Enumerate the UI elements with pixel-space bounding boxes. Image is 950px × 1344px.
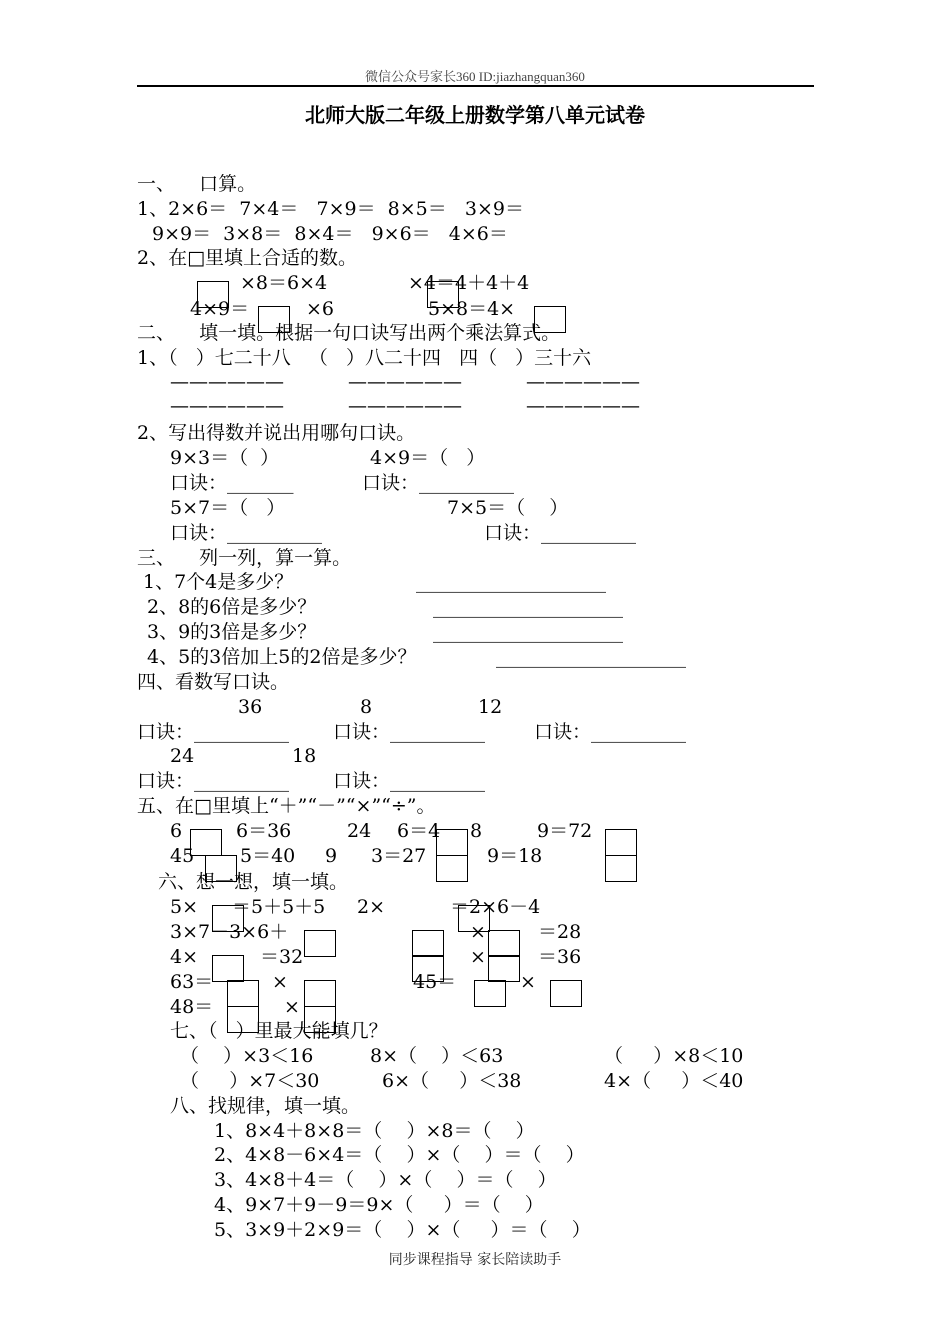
question-line: 3、4×8＋4＝（ ）×（ ）＝（ ）	[214, 1169, 557, 1191]
section-heading: 七、（ ）里最大能填几？	[170, 1020, 388, 1042]
section-heading: 二、 填一填。根据一句口诀写出两个乘法算式。	[137, 322, 561, 344]
answer-line: ____________________	[433, 596, 623, 618]
question-line: 1、（ ）七二十八 （ ）八二十四 四（ ）三十六	[137, 347, 592, 369]
question-line: 4、5的3倍加上5的2倍是多少？	[147, 646, 417, 668]
question-fragment: 45＝	[413, 971, 457, 993]
question-fragment: 5×7＝（ ）	[170, 497, 286, 519]
question-fragment: 48＝	[170, 996, 214, 1018]
answer-line: ——————	[348, 371, 462, 393]
answer-box[interactable]	[412, 930, 444, 957]
answer-line: 口诀：__________	[333, 721, 486, 743]
question-fragment: 5×	[170, 896, 199, 918]
question-fragment: 3×7－3×6＋	[170, 921, 289, 943]
answer-box[interactable]	[212, 955, 244, 982]
question-line: 4、9×7＋9－9＝9×（ ）＝（ ）	[214, 1194, 544, 1216]
question-fragment: ＝36	[538, 946, 582, 968]
section-heading: 六、想一想，填一填。	[158, 871, 349, 893]
answer-line: ——————	[170, 395, 284, 417]
number-label: 36	[238, 696, 263, 718]
section-heading: 八、找规律，填一填。	[170, 1095, 361, 1117]
number-label: 24	[170, 745, 195, 767]
question-fragment: ×	[520, 971, 536, 993]
question-line: 1、2×6＝ 7×4＝ 7×9＝ 8×5＝ 3×9＝	[137, 198, 524, 220]
question-fragment: ＝28	[538, 921, 582, 943]
question-fragment: 24	[347, 820, 372, 842]
question-line: 2、在□里填上合适的数。	[137, 247, 358, 269]
question-fragment: 7×5＝（ ）	[447, 497, 569, 519]
section-heading: 一、 口算。	[137, 173, 257, 195]
answer-line: 口诀：__________	[333, 770, 486, 792]
question-line: 1、8×4＋8×8＝（ ）×8＝（ ）	[214, 1120, 535, 1142]
answer-line: ——————	[526, 395, 640, 417]
answer-box[interactable]	[427, 281, 459, 308]
question-line: 2、8的6倍是多少？	[147, 596, 317, 618]
question-fragment: ×6	[306, 298, 335, 320]
question-fragment: 4×	[170, 946, 199, 968]
question-line: 3、9的3倍是多少？	[147, 621, 317, 643]
question-fragment: 9×3＝（ ）	[170, 447, 280, 469]
question-fragment: 9	[325, 845, 338, 867]
question-line: 1、7个4是多少？	[143, 571, 294, 593]
question-fragment: 9＝72	[537, 820, 593, 842]
section-heading: 三、 列一列，算一算。	[137, 547, 352, 569]
section-heading: 五、在□里填上“＋”“－”“×”“÷”。	[137, 795, 436, 817]
answer-box[interactable]	[605, 855, 637, 882]
header-rule	[137, 85, 814, 87]
answer-box[interactable]	[605, 829, 637, 856]
answer-line: 口诀：__________	[484, 522, 637, 544]
number-label: 12	[478, 696, 503, 718]
answer-box[interactable]	[227, 980, 259, 1007]
question-fragment: 4×9＝	[190, 298, 250, 320]
answer-line: ——————	[526, 371, 640, 393]
answer-box[interactable]	[474, 980, 506, 1007]
answer-line: ____________________	[416, 571, 606, 593]
question-line: 2、写出得数并说出用哪句口诀。	[137, 422, 416, 444]
answer-box[interactable]	[412, 955, 444, 982]
question-fragment: 9＝18	[487, 845, 543, 867]
question-fragment: ＝5＋5＋5	[232, 896, 326, 918]
question-fragment: ×8＝6×4	[240, 272, 328, 294]
number-label: 18	[292, 745, 317, 767]
question-fragment: （ ）×3＜16	[180, 1045, 314, 1067]
number-label: 8	[360, 696, 373, 718]
question-fragment: ×	[284, 996, 300, 1018]
answer-box[interactable]	[488, 930, 520, 957]
page-header: 微信公众号家长360 ID:jiazhangquan360	[365, 69, 585, 84]
answer-line: 口诀：_______	[170, 472, 294, 494]
answer-box[interactable]	[436, 855, 468, 882]
answer-box[interactable]	[458, 905, 490, 932]
question-line: 9×9＝ 3×8＝ 8×4＝ 9×6＝ 4×6＝	[152, 223, 508, 245]
section-heading: 四、看数写口诀。	[137, 671, 290, 693]
answer-box[interactable]	[304, 980, 336, 1007]
question-fragment: 5＝40	[240, 845, 296, 867]
answer-box[interactable]	[197, 281, 229, 308]
answer-line: 口诀：__________	[170, 522, 323, 544]
question-fragment: ×	[470, 921, 486, 943]
answer-box[interactable]	[190, 829, 222, 856]
question-fragment: 3＝27	[371, 845, 427, 867]
answer-line: ____________________	[496, 646, 686, 668]
question-fragment: 8×（ ）＜63	[370, 1045, 504, 1067]
answer-line: 口诀：__________	[137, 770, 290, 792]
question-fragment: 4×（ ）＜40	[604, 1070, 744, 1092]
question-fragment: 6	[170, 820, 183, 842]
question-fragment: 63＝	[170, 971, 214, 993]
question-fragment: 5×8＝4×	[428, 298, 516, 320]
question-fragment: 4×9＝（ ）	[370, 447, 486, 469]
answer-box[interactable]	[436, 829, 468, 856]
question-fragment: ＝32	[260, 946, 304, 968]
question-fragment: ×	[470, 946, 486, 968]
question-fragment: 6×（ ）＜38	[382, 1070, 522, 1092]
answer-box[interactable]	[304, 930, 336, 957]
question-fragment: 2×	[357, 896, 386, 918]
question-fragment: 6＝4	[397, 820, 441, 842]
answer-box[interactable]	[550, 980, 582, 1007]
answer-box[interactable]	[488, 955, 520, 982]
answer-box[interactable]	[212, 905, 244, 932]
answer-line: 口诀：__________	[362, 472, 515, 494]
answer-line: ——————	[170, 371, 284, 393]
answer-line: 口诀：__________	[137, 721, 290, 743]
question-line: 5、3×9＋2×9＝（ ）×（ ）＝（ ）	[214, 1219, 591, 1241]
question-fragment: 8	[470, 820, 483, 842]
answer-line: ——————	[348, 395, 462, 417]
answer-line: 口诀：__________	[534, 721, 687, 743]
question-fragment: 6＝36	[236, 820, 292, 842]
question-fragment: （ ）×7＜30	[180, 1070, 320, 1092]
question-fragment: ＝2×6－4	[450, 896, 541, 918]
question-fragment: 45	[170, 845, 195, 867]
question-line: 2、4×8－6×4＝（ ）×（ ）＝（ ）	[214, 1144, 585, 1166]
question-fragment: ×4＝4＋4＋4	[408, 272, 530, 294]
question-fragment: ×	[272, 971, 288, 993]
page-title: 北师大版二年级上册数学第八单元试卷	[305, 103, 645, 127]
page-footer: 同步课程指导 家长陪读助手	[388, 1252, 562, 1268]
question-fragment: （ ）×8＜10	[604, 1045, 744, 1067]
answer-line: ____________________	[433, 621, 623, 643]
